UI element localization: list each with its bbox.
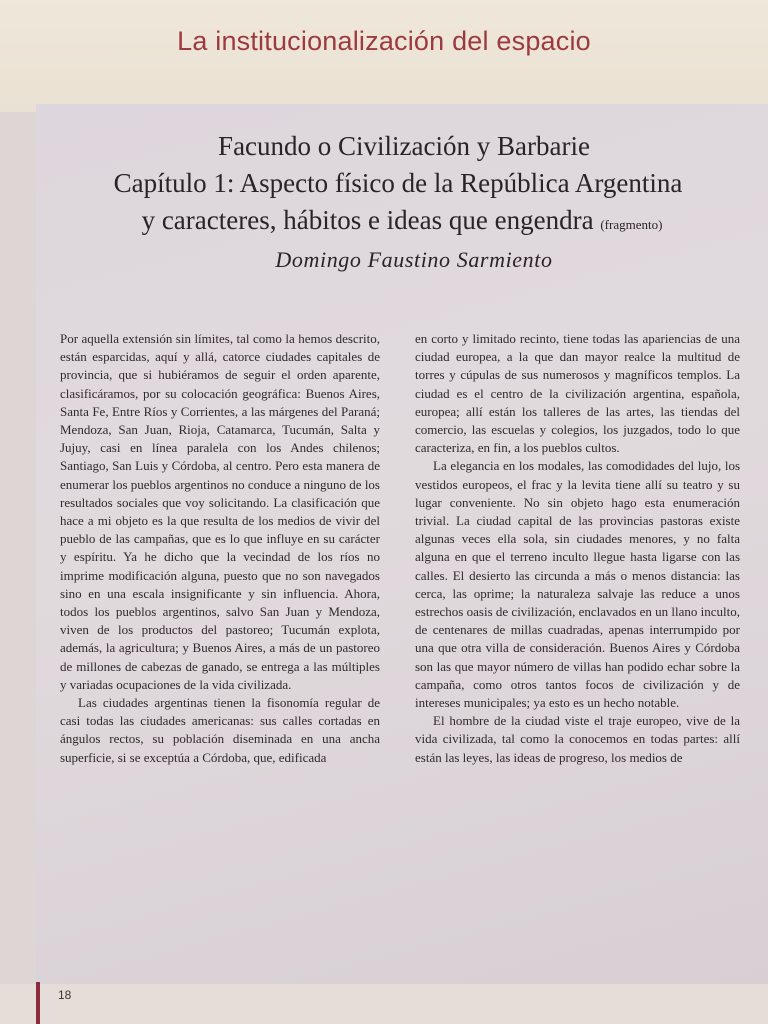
page-marker-bar: [36, 982, 40, 1024]
paragraph: La elegancia en los modales, las comodidades del lujo, los vestidos europeos, el frac y la levita tiene allí su teatro y su lugar conveniente. No sin objeto hago esta enumeración trivial. La ciudad capital de las provincias pastoras existe algunas veces ella sola, sin ciudades menores, y no falta alguna en que el terreno inculto llegue hasta ligarse con las calles. El desierto las circunda a más o menos distancia: las cerca, las oprime; la naturaleza salvaje las reduce a unos estrechos oasis de civilización, enclavados en un llano inculto, de centenares de millas cuadradas, apenas interrumpido por una que otra villa de consideración. Buenos Aires y Córdoba son las que mayor número de villas han podido echar sobre la campaña, como otros tantos focos de civilización y de intereses municipales; ya esto es un hecho notable.: [415, 458, 740, 711]
left-column: [60, 330, 380, 767]
author-name: Domingo Faustino Sarmiento: [275, 247, 553, 272]
right-column: [415, 330, 740, 767]
section-header: La institucionalización del espacio: [177, 26, 591, 56]
paragraph: El hombre de la ciudad viste el traje europeo, vive de la vida civilizada, tal como la conocemos en todas partes: allí están las leyes, las ideas de progreso, los medios de: [415, 713, 740, 765]
chapter-subtitle: [0, 202, 768, 243]
paragraph: en corto y limitado recinto, tiene todas las apariencias de una ciudad europea, a la que dan mayor realce la multitud de torres y cúpulas de sus numerosos y magníficos templos. La ciudad es el centro de la civilización argentina, española, europea; allí están los talleres de las artes, las tiendas del comercio, las escuelas y colegios, los juzgados, todo lo que caracteriza, en fin, a los pueblos cultos.: [415, 331, 740, 456]
paragraph: Por aquella extensión sin límites, tal como la hemos descrito, están esparcidas, aquí y allá, catorce ciudades capitales de provincia, que si hubiéramos de seguir el orden aparente, clasificáramos, por su colocación geográfica: Buenos Aires, Santa Fe, Entre Ríos y Corrientes, a las márgenes del Paraná; Mendoza, San Juan, Rioja, Catamarca, Tucumán, Salta y Jujuy, casi en línea paralela con los Andes chilenos; Santiago, San Luis y Córdoba, al centro. Pero esta manera de enumerar los pueblos argentinos no conduce a ninguno de los resultados sociales que voy solicitando. La clasificación que hace a mi objeto es la que resulta de los medios de vivir del pueblo de las campañas, que es lo que influye en su carácter y espíritu. Ya he dicho que la vecindad de los ríos no imprime modificación alguna, puesto que no son navegados sino en una escala insignificante y sin influencia. Ahora, todos los pueblos argentinos, salvo San Juan y Mendoza, viven de los productos del pastoreo; Tucumán explota, además, la agricultura; y Buenos Aires, a más de un pastoreo de millones de cabezas de ganado, se entrega a las múltiples y variadas ocupaciones de la vida civilizada.: [60, 331, 380, 692]
page-number: 18: [58, 988, 72, 1002]
fragment-note: (fragmento): [600, 217, 663, 232]
work-title: Facundo o Civilización y Barbarie: [218, 131, 590, 161]
chapter-title: Capítulo 1: Aspecto físico de la República Argentina: [113, 168, 683, 198]
title-block: [0, 128, 768, 277]
chapter-subtitle-text: y caracteres, hábitos e ideas que engendra: [141, 205, 594, 235]
paragraph: Las ciudades argentinas tienen la fisonomía regular de casi todas las ciudades americanas: sus calles cortadas en ángulos rectos, su población diseminada en una ancha superficie, si se exceptúa a Córdoba, que, edificada: [60, 695, 380, 765]
bottom-band: [0, 984, 768, 1024]
